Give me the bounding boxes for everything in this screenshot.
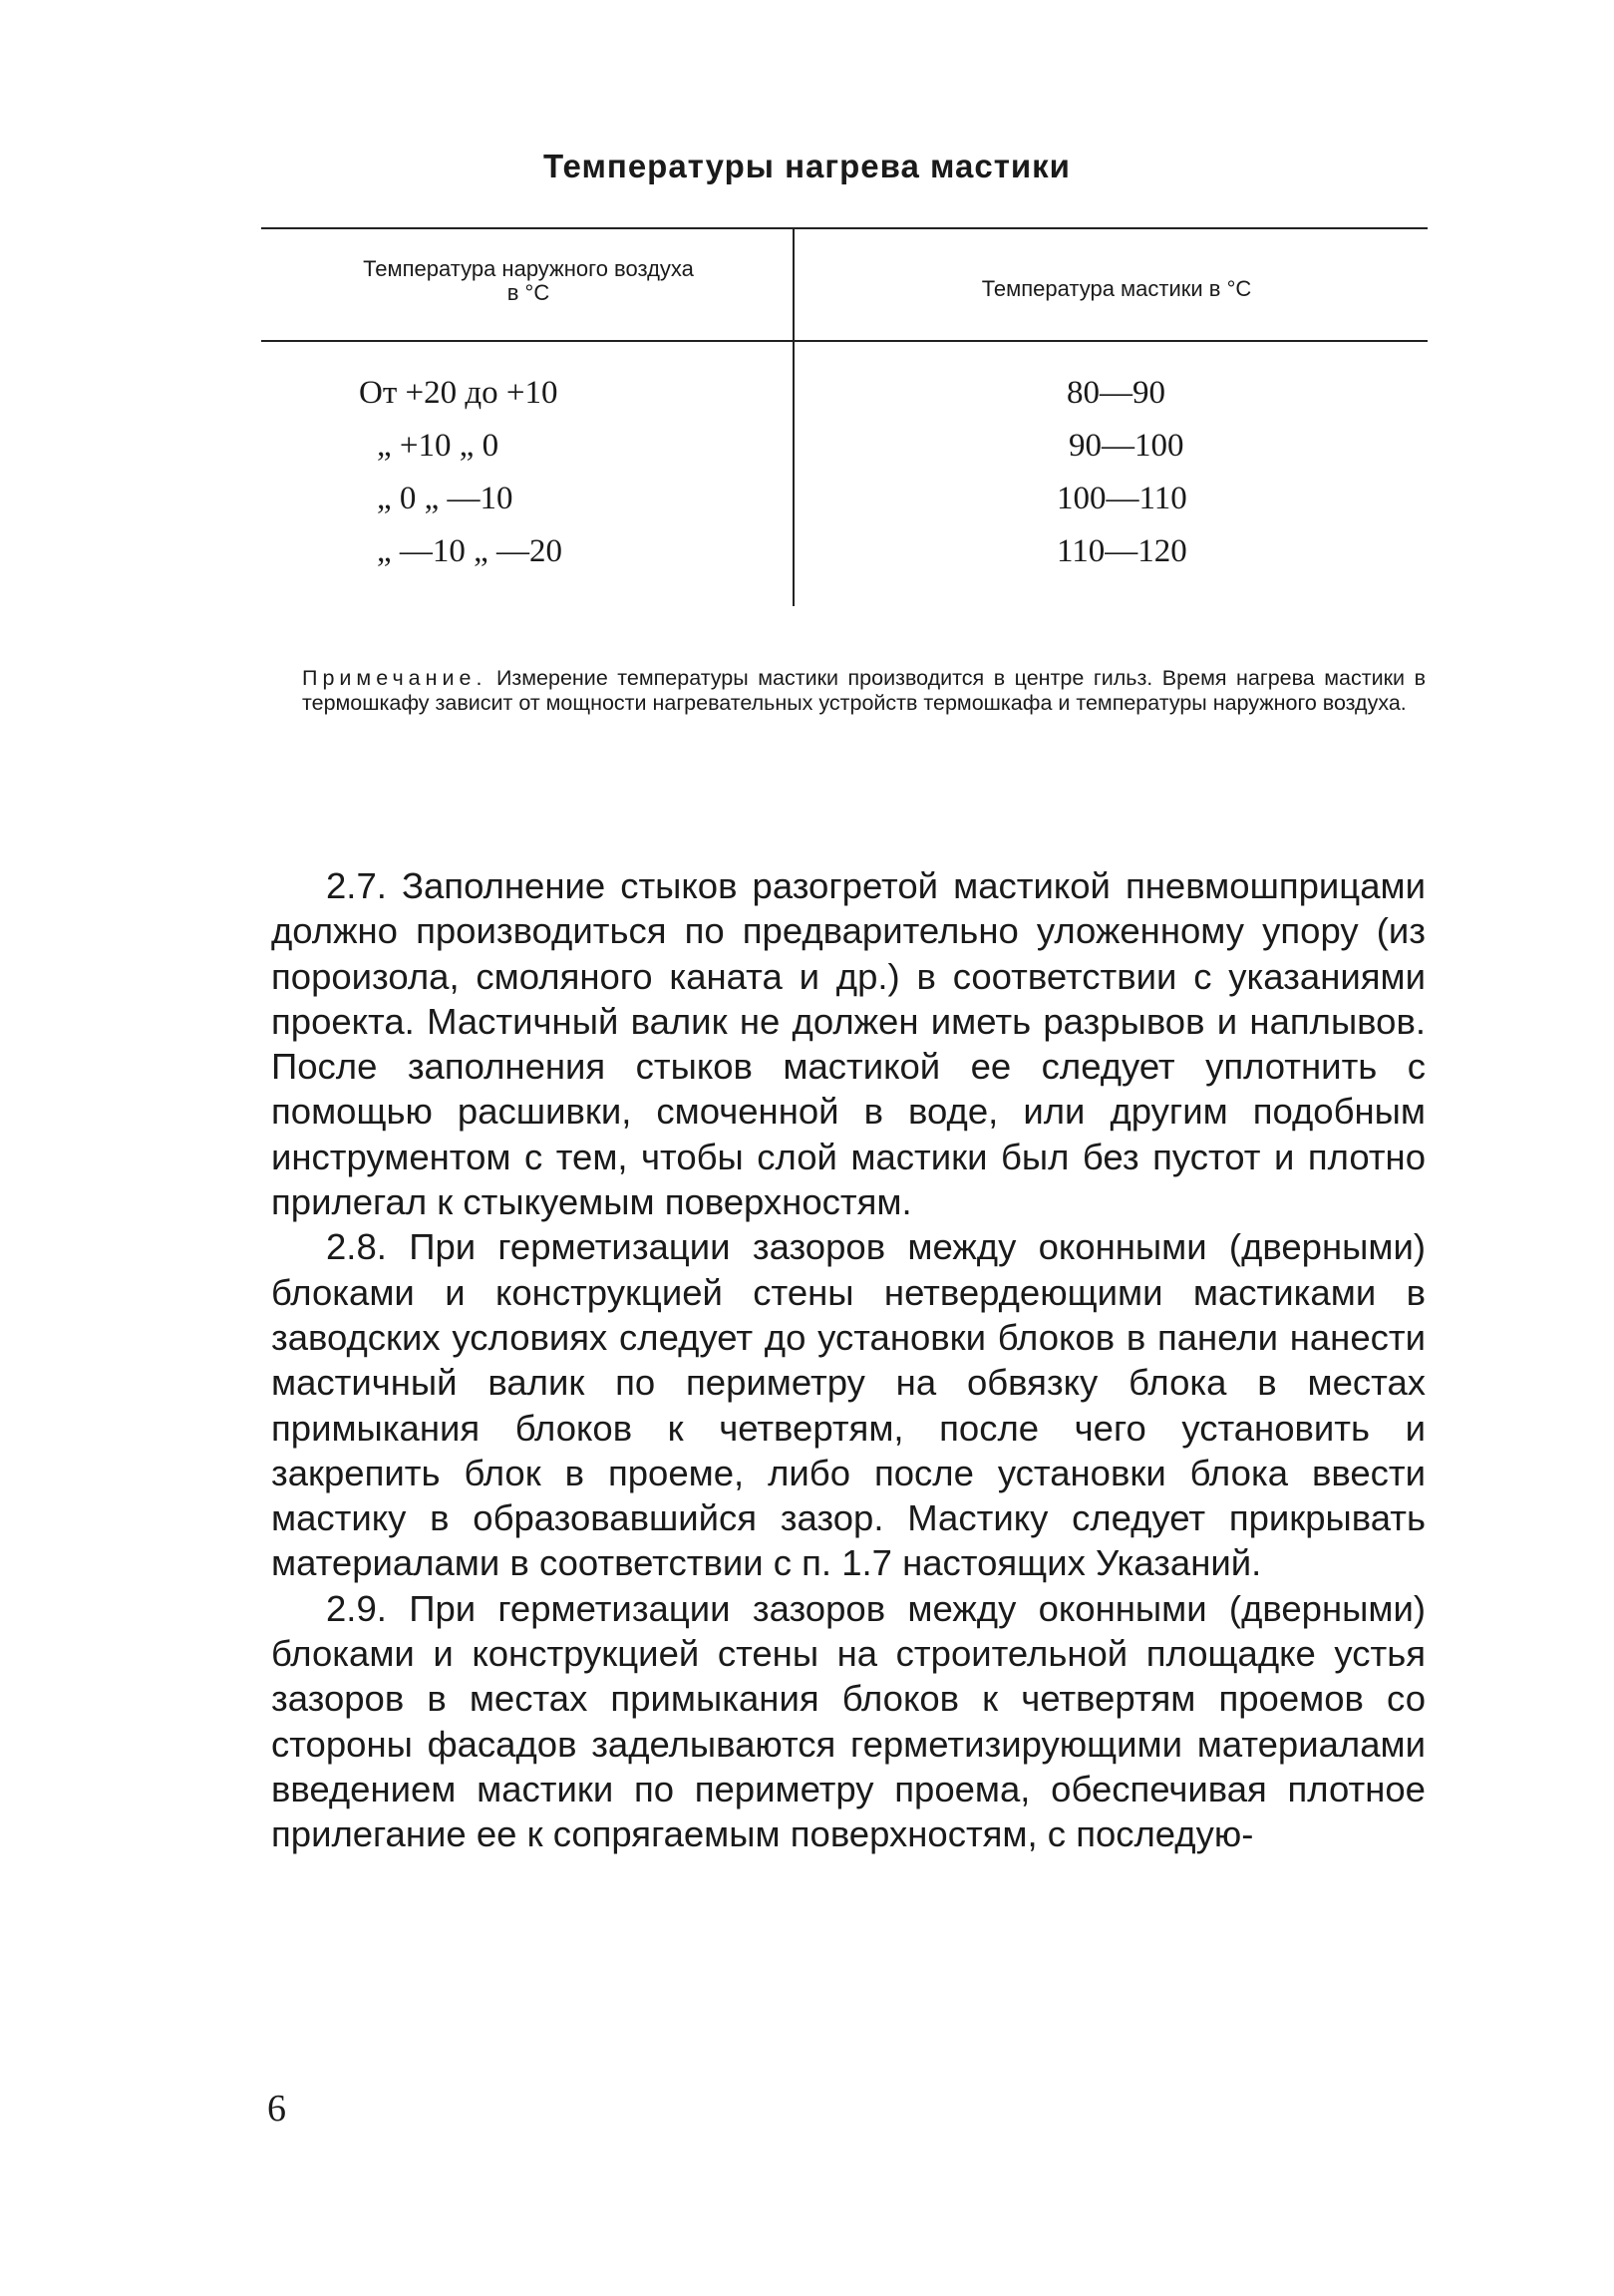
cell-mastic: 90—100: [1069, 428, 1184, 464]
paragraph-text: Заполнение стыков разогретой мастикой пневмошприцами должно производиться по предварительно уложенному упору (из пороизола, смоляного каната и др.) в соответствии с указаниями проекта. Мастичный валик не должен иметь разрывов и наплывов. После заполнения стыков мастикой ее следует уплотнить с помощью расшивки, смоченной в воде, или другим подобным инструментом с тем, чтобы слой мастики был без пустот и плотно прилегал к стыкуемым поверхностям.: [271, 865, 1426, 1223]
paragraph-number: 2.9.: [326, 1587, 387, 1629]
header-mastic-temperature: Температура мастики в °С: [981, 276, 1252, 301]
paragraph-text: При герметизации зазоров между оконными (дверными) блоками и конструкцией стены на строительной площадке устья зазоров в местах примыкания блоков к четвертям проемов со стороны фасадов заделываются герметизирующими материалами введением мастики по периметру проема, обеспечивая плотное прилегание ее к сопрягаемым поверхностям, с последую-: [271, 1587, 1426, 1855]
table-row: [359, 525, 1306, 578]
table-title: Температуры нагрева мастики: [543, 148, 1071, 184]
body-text: [271, 863, 1426, 1857]
table-row: [359, 420, 1306, 473]
cell-mastic: 110—120: [1057, 533, 1187, 569]
paragraph-2-8: [271, 1224, 1426, 1585]
paragraph-2-9: [271, 1586, 1426, 1857]
cell-air: От +20 до +10: [359, 375, 558, 411]
table-top-rule: [261, 227, 1428, 229]
page-number: 6: [267, 2088, 286, 2130]
cell-air: „ 0 „ —10: [377, 481, 513, 516]
note-text: Измерение температуры мастики производится в центре гильз. Время нагрева мастики в термошкафу зависит от мощности нагревательных устройств термошкафа и температуры наружного воздуха.: [302, 666, 1426, 715]
cell-air: „ +10 „ 0: [377, 428, 499, 464]
paragraph-text: При герметизации зазоров между оконными (дверными) блоками и конструкцией стены нетвердеющими мастиками в заводских условиях следует до установки блоков в панели нанести мастичный валик по периметру на обвязку блока в местах примыкания блоков к четвертям, после чего установить и закрепить блок в проеме, либо после установки блока ввести мастику в образовавшийся зазор. Мастику следует прикрывать материалами в соответствии с п. 1.7 настоящих Указаний.: [271, 1226, 1426, 1584]
table-note: [302, 666, 1426, 716]
cell-air: „ —10 „ —20: [377, 533, 563, 569]
paragraph-2-7: [271, 863, 1426, 1224]
table-row: [359, 473, 1306, 525]
table-body: [359, 367, 1306, 578]
table-header-rule: [261, 340, 1428, 342]
cell-mastic: 80—90: [1067, 375, 1165, 411]
paragraph-number: 2.8.: [326, 1226, 387, 1268]
cell-mastic: 100—110: [1057, 481, 1187, 516]
note-label: Примечание.: [302, 666, 487, 690]
paragraph-number: 2.7.: [326, 865, 387, 906]
table-row: [359, 367, 1306, 420]
header-air-temperature: Температура наружного воздуха в °С: [363, 256, 694, 305]
